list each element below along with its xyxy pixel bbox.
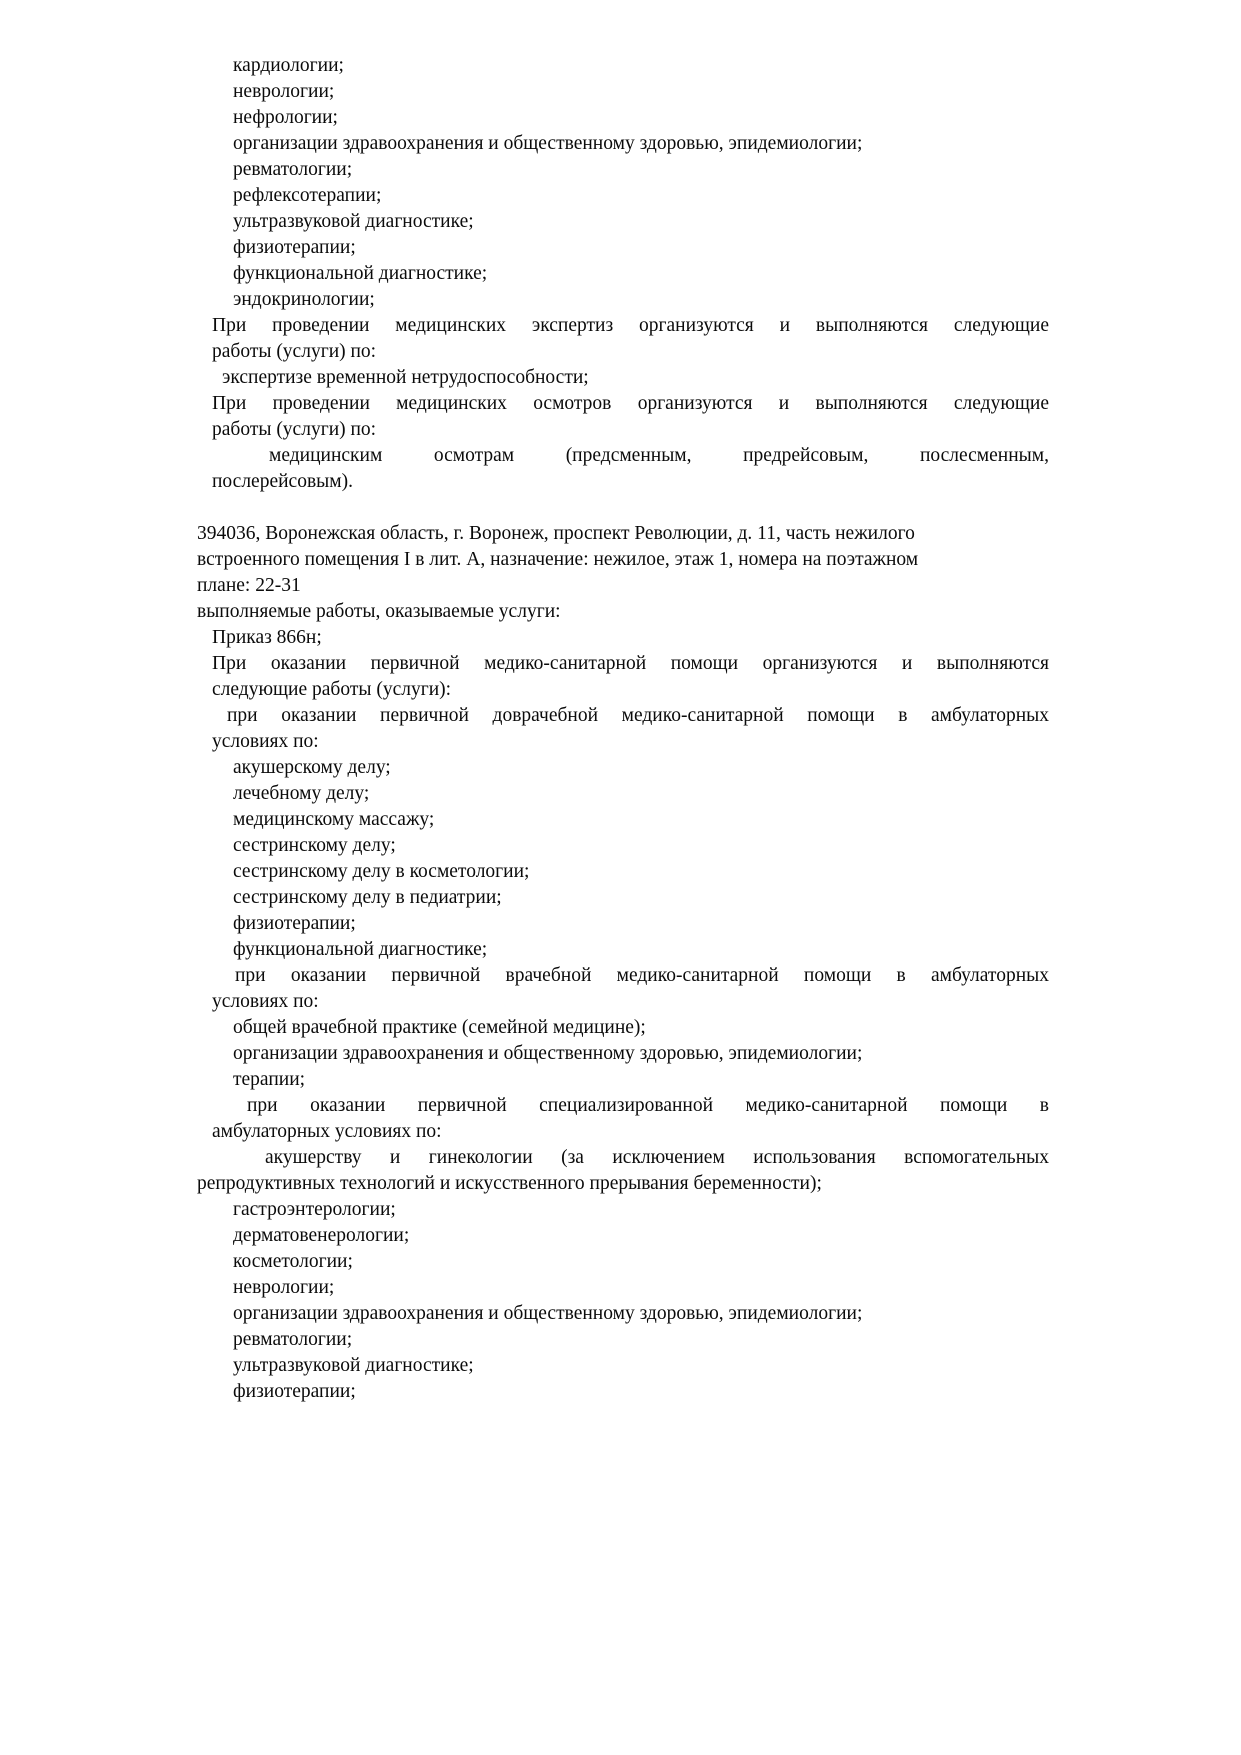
text-line: работы (услуги) по: — [212, 419, 377, 440]
text-line: работы (услуги) по: — [212, 341, 377, 362]
text-line: медицинским осмотрам (предсменным, предрейсовым, послесменным, — [269, 445, 1049, 466]
text-line: сестринскому делу; — [233, 835, 396, 856]
text-line: сестринскому делу в косметологии; — [233, 861, 530, 882]
text-line: акушерскому делу; — [233, 757, 391, 778]
text-block — [197, 53, 1049, 1405]
text-line: при оказании первичной доврачебной медико-санитарной помощи в амбулаторных — [227, 705, 1049, 726]
text-line: лечебному делу; — [233, 783, 370, 804]
text-line: ультразвуковой диагностике; — [233, 1355, 474, 1376]
text-line: рефлексотерапии; — [233, 185, 382, 206]
text-line: общей врачебной практике (семейной медицине); — [233, 1017, 646, 1038]
text-line: медицинскому массажу; — [233, 809, 435, 830]
text-line: акушерству и гинекологии (за исключением использования вспомогательных — [265, 1147, 1049, 1168]
text-line: При проведении медицинских осмотров организуются и выполняются следующие — [212, 393, 1049, 414]
text-line: ревматологии; — [233, 1329, 353, 1350]
text-line: организации здравоохранения и общественному здоровью, эпидемиологии; — [233, 1303, 863, 1324]
text-line: организации здравоохранения и общественному здоровью, эпидемиологии; — [233, 1043, 863, 1064]
text-line: следующие работы (услуги): — [212, 679, 452, 700]
text-line: физиотерапии; — [233, 237, 356, 258]
text-line: выполняемые работы, оказываемые услуги: — [197, 601, 561, 622]
text-line: При проведении медицинских экспертиз организуются и выполняются следующие — [212, 315, 1049, 336]
text-line: ревматологии; — [233, 159, 353, 180]
text-line: экспертизе временной нетрудоспособности; — [222, 367, 589, 388]
text-line: ультразвуковой диагностике; — [233, 211, 474, 232]
text-line: гастроэнтерологии; — [233, 1199, 396, 1220]
text-line: функциональной диагностике; — [233, 939, 488, 960]
text-line: при оказании первичной врачебной медико-санитарной помощи в амбулаторных — [235, 965, 1049, 986]
text-line: кардиологии; — [233, 55, 344, 76]
text-line: плане: 22-31 — [197, 575, 301, 596]
text-line: послерейсовым). — [212, 471, 353, 492]
text-line: условиях по: — [212, 731, 319, 752]
text-line: физиотерапии; — [233, 913, 356, 934]
text-line: амбулаторных условиях по: — [212, 1121, 442, 1142]
text-line: эндокринологии; — [233, 289, 375, 310]
text-line: физиотерапии; — [233, 1381, 356, 1402]
text-line: репродуктивных технологий и искусственного прерывания беременности); — [197, 1173, 822, 1194]
text-line: При оказании первичной медико-санитарной помощи организуются и выполняются — [212, 653, 1049, 674]
text-line: условиях по: — [212, 991, 319, 1012]
text-line: организации здравоохранения и общественному здоровью, эпидемиологии; — [233, 133, 863, 154]
text-line: при оказании первичной специализированной медико-санитарной помощи в — [247, 1095, 1049, 1116]
text-line: функциональной диагностике; — [233, 263, 488, 284]
text-line: терапии; — [233, 1069, 306, 1090]
text-line: сестринскому делу в педиатрии; — [233, 887, 502, 908]
text-line: дерматовенерологии; — [233, 1225, 410, 1246]
text-line: 394036, Воронежская область, г. Воронеж, проспект Революции, д. 11, часть нежилого — [197, 523, 915, 544]
text-line: неврологии; — [233, 81, 335, 102]
text-line: Приказ 866н; — [212, 627, 322, 648]
text-line: неврологии; — [233, 1277, 335, 1298]
text-line: встроенного помещения I в лит. А, назначение: нежилое, этаж 1, номера на поэтажном — [197, 549, 919, 570]
text-line: косметологии; — [233, 1251, 353, 1272]
text-line: нефрологии; — [233, 107, 338, 128]
